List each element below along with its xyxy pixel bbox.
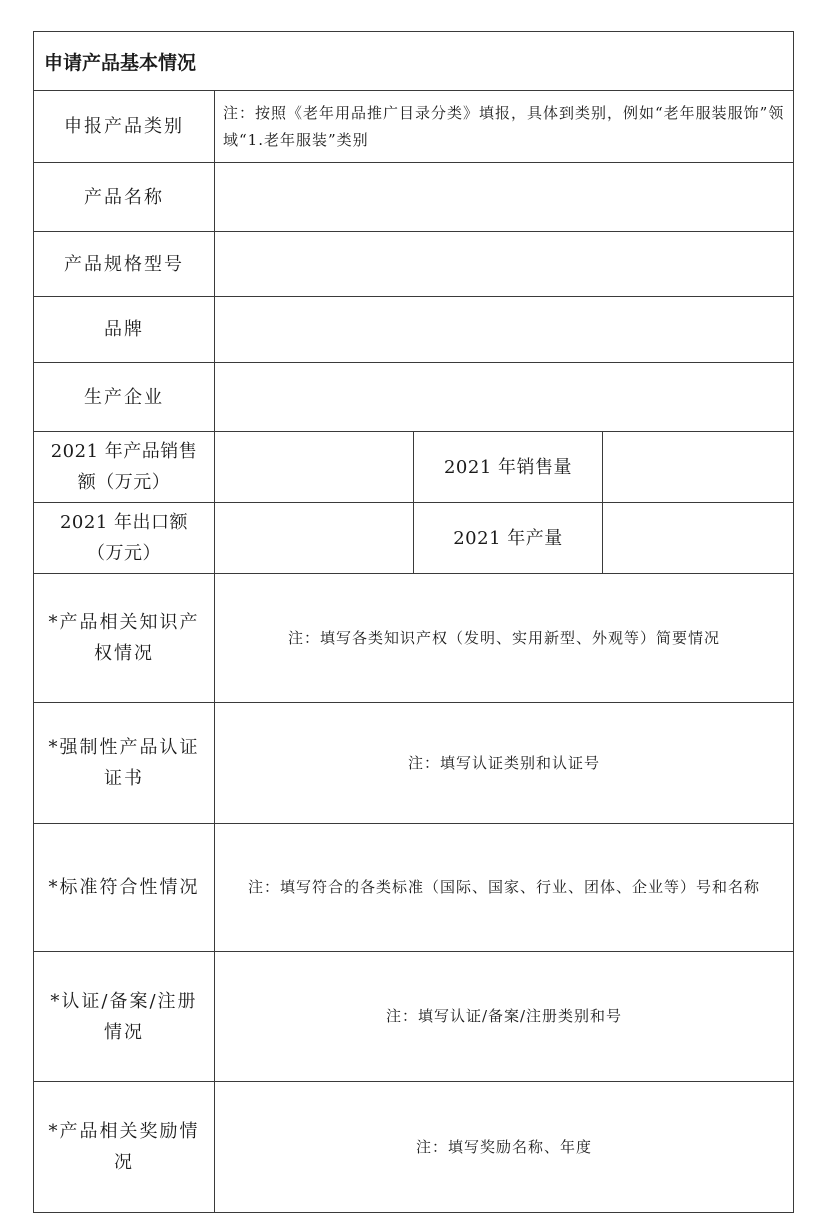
label-category: 申报产品类别 — [34, 91, 215, 163]
row-spec-model — [34, 232, 794, 297]
note-awards[interactable]: 注：填写奖励名称、年度 — [215, 1082, 794, 1213]
note-certification[interactable]: 注：填写认证类别和认证号 — [215, 703, 794, 824]
row-brand — [34, 297, 794, 363]
row-standards — [34, 824, 794, 952]
label-output-2021: 2021 年产量 — [414, 503, 603, 574]
row-product-name — [34, 163, 794, 232]
note-ip[interactable]: 注：填写各类知识产权（发明、实用新型、外观等）简要情况 — [215, 574, 794, 703]
label-manufacturer: 生产企业 — [34, 363, 215, 432]
field-spec-model[interactable] — [215, 232, 794, 297]
label-sales-volume-2021: 2021 年销售量 — [414, 432, 603, 503]
field-sales-2021[interactable] — [215, 432, 414, 503]
row-ip — [34, 574, 794, 703]
field-sales-volume-2021[interactable] — [603, 432, 794, 503]
note-standards[interactable]: 注：填写符合的各类标准（国际、国家、行业、团体、企业等）号和名称 — [215, 824, 794, 952]
row-certification — [34, 703, 794, 824]
label-certification: *强制性产品认证证书 — [34, 703, 215, 824]
note-registration[interactable]: 注：填写认证/备案/注册类别和号 — [215, 952, 794, 1082]
row-awards — [34, 1082, 794, 1213]
field-brand[interactable] — [215, 297, 794, 363]
field-product-name[interactable] — [215, 163, 794, 232]
product-info-form — [33, 31, 794, 1213]
row-export-2021 — [34, 503, 794, 574]
label-sales-2021: 2021 年产品销售额（万元） — [34, 432, 215, 503]
row-registration — [34, 952, 794, 1082]
field-manufacturer[interactable] — [215, 363, 794, 432]
label-standards: *标准符合性情况 — [34, 824, 215, 952]
label-registration: *认证/备案/注册情况 — [34, 952, 215, 1082]
label-ip: *产品相关知识产权情况 — [34, 574, 215, 703]
form-title: 申请产品基本情况 — [34, 32, 794, 91]
label-product-name: 产品名称 — [34, 163, 215, 232]
field-output-2021[interactable] — [603, 503, 794, 574]
form-title-row — [34, 32, 794, 91]
label-awards: *产品相关奖励情况 — [34, 1082, 215, 1213]
label-spec-model: 产品规格型号 — [34, 232, 215, 297]
row-manufacturer — [34, 363, 794, 432]
label-brand: 品牌 — [34, 297, 215, 363]
label-export-2021: 2021 年出口额（万元） — [34, 503, 215, 574]
note-category[interactable]: 注：按照《老年用品推广目录分类》填报，具体到类别，例如“老年服装服饰”领域“1.老年服装”类别 — [215, 91, 794, 163]
field-export-2021[interactable] — [215, 503, 414, 574]
row-sales-2021 — [34, 432, 794, 503]
row-category — [34, 91, 794, 163]
